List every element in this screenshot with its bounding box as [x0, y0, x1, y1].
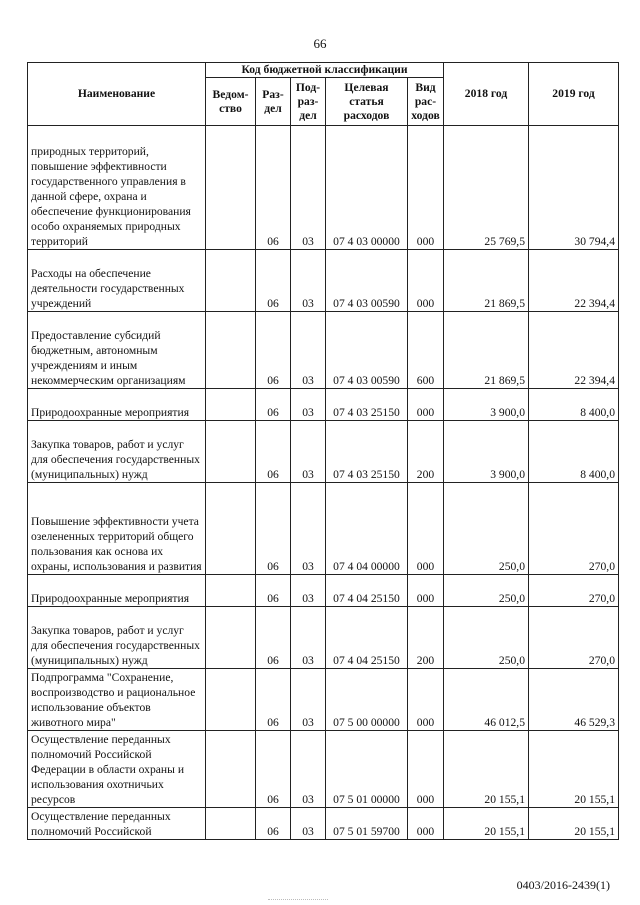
table-row — [28, 126, 619, 250]
row-2018: 25 769,5 — [444, 126, 529, 250]
row-vr: 000 — [408, 126, 444, 250]
row-csr: 07 4 03 25150 — [326, 389, 408, 421]
table-row — [28, 389, 619, 421]
header-vedomstvo: Ведом-ство — [206, 78, 256, 126]
row-2019: 8 400,0 — [529, 421, 619, 483]
row-2018: 250,0 — [444, 483, 529, 575]
row-ved — [206, 607, 256, 669]
row-2018: 3 900,0 — [444, 389, 529, 421]
table-row — [28, 575, 619, 607]
row-name: Повышение эффективности учета озелененных территорий общего пользования как основа их охраны, использования и развития — [28, 483, 206, 575]
row-name: Осуществление переданных полномочий Российской Федерации в области охраны и использования охотничьих ресурсов — [28, 731, 206, 808]
row-pr: 03 — [291, 607, 326, 669]
row-ved — [206, 731, 256, 808]
table-row — [28, 421, 619, 483]
row-pr: 03 — [291, 731, 326, 808]
row-2018: 3 900,0 — [444, 421, 529, 483]
table-row — [28, 669, 619, 731]
row-2019: 22 394,4 — [529, 250, 619, 312]
header-2018: 2018 год — [444, 63, 529, 126]
row-csr: 07 5 01 00000 — [326, 731, 408, 808]
table-row — [28, 250, 619, 312]
row-pr: 03 — [291, 483, 326, 575]
row-csr: 07 4 03 25150 — [326, 421, 408, 483]
row-pr: 03 — [291, 421, 326, 483]
table-row — [28, 808, 619, 840]
row-pr: 03 — [291, 669, 326, 731]
row-rz: 06 — [256, 389, 291, 421]
row-vr: 000 — [408, 250, 444, 312]
row-2018: 20 155,1 — [444, 731, 529, 808]
row-rz: 06 — [256, 669, 291, 731]
row-2019: 22 394,4 — [529, 312, 619, 389]
row-name: природных территорий, повышение эффективности государственного управления в данной сфере, охрана и обеспечение функционирования особо охраняемых природных территорий — [28, 126, 206, 250]
row-2019: 20 155,1 — [529, 731, 619, 808]
header-podrazdel: Под-раз-дел — [291, 78, 326, 126]
row-name: Закупка товаров, работ и услуг для обеспечения государственных (муниципальных) нужд — [28, 607, 206, 669]
header-vr: Вид рас-ходов — [408, 78, 444, 126]
row-rz: 06 — [256, 731, 291, 808]
row-2018: 21 869,5 — [444, 312, 529, 389]
header-name: Наименование — [28, 63, 206, 126]
row-vr: 000 — [408, 575, 444, 607]
row-2018: 20 155,1 — [444, 808, 529, 840]
row-vr: 000 — [408, 389, 444, 421]
table-row — [28, 312, 619, 389]
row-ved — [206, 808, 256, 840]
row-csr: 07 4 03 00000 — [326, 126, 408, 250]
header-razdel: Раз-дел — [256, 78, 291, 126]
row-rz: 06 — [256, 808, 291, 840]
row-csr: 07 5 01 59700 — [326, 808, 408, 840]
row-name: Предоставление субсидий бюджетным, автономным учреждениям и иным некоммерческим организациям — [28, 312, 206, 389]
document-code: 0403/2016-2439(1) — [516, 878, 610, 892]
row-rz: 06 — [256, 421, 291, 483]
row-2018: 250,0 — [444, 607, 529, 669]
row-csr: 07 5 00 00000 — [326, 669, 408, 731]
row-pr: 03 — [291, 250, 326, 312]
row-vr: 000 — [408, 483, 444, 575]
row-name: Осуществление переданных полномочий Российской — [28, 808, 206, 840]
row-name: Расходы на обеспечение деятельности государственных учреждений — [28, 250, 206, 312]
row-2019: 270,0 — [529, 607, 619, 669]
row-name: Природоохранные мероприятия — [28, 575, 206, 607]
row-rz: 06 — [256, 483, 291, 575]
row-name: Природоохранные мероприятия — [28, 389, 206, 421]
row-ved — [206, 483, 256, 575]
row-2018: 250,0 — [444, 575, 529, 607]
row-pr: 03 — [291, 312, 326, 389]
row-2019: 20 155,1 — [529, 808, 619, 840]
row-vr: 200 — [408, 421, 444, 483]
row-rz: 06 — [256, 607, 291, 669]
row-vr: 000 — [408, 808, 444, 840]
row-ved — [206, 250, 256, 312]
scan-artifact — [268, 899, 328, 903]
row-pr: 03 — [291, 126, 326, 250]
row-name: Подпрограмма "Сохранение, воспроизводство и рациональное использование объектов животного мира" — [28, 669, 206, 731]
row-ved — [206, 126, 256, 250]
table-row — [28, 483, 619, 575]
row-rz: 06 — [256, 250, 291, 312]
row-csr: 07 4 03 00590 — [326, 250, 408, 312]
header-2019: 2019 год — [529, 63, 619, 126]
table-row — [28, 731, 619, 808]
row-vr: 000 — [408, 669, 444, 731]
row-name: Закупка товаров, работ и услуг для обеспечения государственных (муниципальных) нужд — [28, 421, 206, 483]
header-csr: Целевая статья расходов — [326, 78, 408, 126]
row-vr: 200 — [408, 607, 444, 669]
row-vr: 600 — [408, 312, 444, 389]
row-pr: 03 — [291, 575, 326, 607]
row-rz: 06 — [256, 312, 291, 389]
row-ved — [206, 389, 256, 421]
row-vr: 000 — [408, 731, 444, 808]
header-kbk: Код бюджетной классификации — [206, 63, 444, 78]
page-number: 66 — [313, 36, 327, 51]
row-csr: 07 4 04 00000 — [326, 483, 408, 575]
row-2019: 8 400,0 — [529, 389, 619, 421]
row-2018: 21 869,5 — [444, 250, 529, 312]
row-2019: 270,0 — [529, 575, 619, 607]
row-ved — [206, 312, 256, 389]
row-2019: 46 529,3 — [529, 669, 619, 731]
row-csr: 07 4 04 25150 — [326, 575, 408, 607]
budget-table — [27, 62, 619, 840]
row-ved — [206, 669, 256, 731]
row-pr: 03 — [291, 389, 326, 421]
row-2018: 46 012,5 — [444, 669, 529, 731]
row-rz: 06 — [256, 126, 291, 250]
row-ved — [206, 421, 256, 483]
row-rz: 06 — [256, 575, 291, 607]
row-csr: 07 4 04 25150 — [326, 607, 408, 669]
row-2019: 30 794,4 — [529, 126, 619, 250]
table-row — [28, 607, 619, 669]
row-pr: 03 — [291, 808, 326, 840]
row-ved — [206, 575, 256, 607]
row-csr: 07 4 03 00590 — [326, 312, 408, 389]
row-2019: 270,0 — [529, 483, 619, 575]
